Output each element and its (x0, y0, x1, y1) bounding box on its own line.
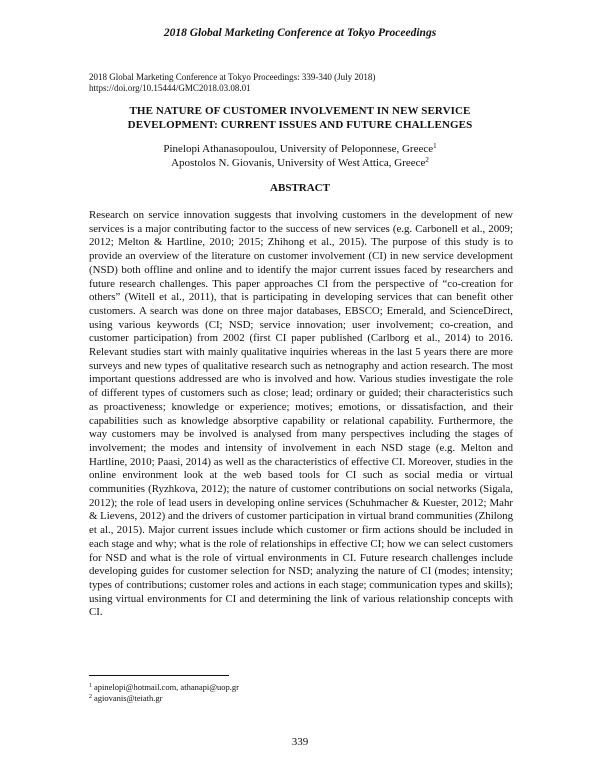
citation-line: 2018 Global Marketing Conference at Tokyo Proceedings: 339-340 (July 2018) (89, 72, 376, 82)
author-name: Pinelopi Athanasopoulou, University of Peloponnese, Greece (163, 143, 434, 155)
author-name: Apostolos N. Giovanis, University of West Attica, Greece (171, 157, 426, 169)
footnote-marker: 1 (433, 142, 437, 150)
citation-block (89, 72, 375, 94)
footnote-marker: 2 (425, 156, 429, 164)
author-list (0, 142, 600, 170)
author-line (0, 156, 600, 170)
footnote (89, 693, 239, 704)
abstract-body: Research on service innovation suggests that involving customers in the development of new services is a major contributing factor to the success of new services (e.g. Carbonell et al., 2009; 2012; Melton & Hartline, 2010; 2015; Zhihong et al., 2015). The purpose of this study is to provide an overview of the literature on customer involvement (CI) in new service development (NSD) both offline and online and to identify the major current issues faced by researchers and future research challenges. This paper approaches CI from the perspective of “co-creation for others” (Witell et al., 2011), that is participating in developing services that can benefit other customers. A search was done on three major databases, EBSCO; Emerald, and ScienceDirect, using various keywords (CI; NSD; service innovation; user involvement; co-creation, and customer participation) from 2002 (first CI paper published (Carlborg et al., 2014) to 2016. Relevant studies start with mainly qualitative inquiries whereas in the last 5 years there are more surveys and new types of qualitative research such as netnography and action research. The most important questions addressed are who is involved and how. Various studies investigate the role of different types of customers such as close; lead; ordinary or guided; their characteristics such as proactiveness; knowledge or experience; motives; emotions, or dissatisfaction, and their capabilities such as knowledge absorptive capability or relational capability. Furthermore, the way customers may be involved is analysed from many perspectives including the stages of involvement; the modes and intensity of involvement in each NSD stage (e.g. Melton and Hartline, 2010; Paasi, 2014) as well as the characteristics of effective CI. Moreover, studies in the online environment look at the web based tools for CI such as social media or virtual communities (Ryzhkova, 2012); the nature of customer contributions on social networks (Sigala, 2012); the role of lead users in developing online services (Schuhmacher & Kuester, 2012; Mahr & Lievens, 2012) and the drivers of customer participation in virtual brand communities (Zhilong et al., 2015). Major current issues include which customer or firm actions should be included in each stage and why; what is the role of relationships in effective CI; how we can select customers for NSD and what is the role of virtual environments in CI. Future research challenges include developing guides for customer selection for NSD; analyzing the nature of CI (modes; intensity; types of contributions; customer roles and actions in each stage; communication types and skills); using virtual environments for CI and determining the link of various relationship concepts with CI. (89, 209, 514, 619)
footnotes (89, 682, 239, 704)
page-number: 339 (291, 736, 309, 748)
footnote-divider (89, 675, 229, 676)
footnote-number: 1 (89, 683, 92, 689)
footnote-text: apinelopi@hotmail.com, athanapi@uop.gr (94, 682, 240, 692)
title-line-2: DEVELOPMENT: CURRENT ISSUES AND FUTURE CHALLENGES (127, 119, 473, 131)
abstract-heading: ABSTRACT (270, 182, 330, 194)
title-line-1: THE NATURE OF CUSTOMER INVOLVEMENT IN NEW SERVICE (129, 105, 471, 117)
running-header: 2018 Global Marketing Conference at Tokyo Proceedings (163, 27, 437, 39)
author-line (0, 142, 600, 156)
footnote-text: agiovanis@teiath.gr (94, 693, 163, 703)
doi-line: https://doi.org/10.15444/GMC2018.03.08.01 (89, 83, 251, 93)
footnote-number: 2 (89, 694, 92, 700)
paper-title (70, 104, 530, 132)
footnote (89, 682, 239, 693)
